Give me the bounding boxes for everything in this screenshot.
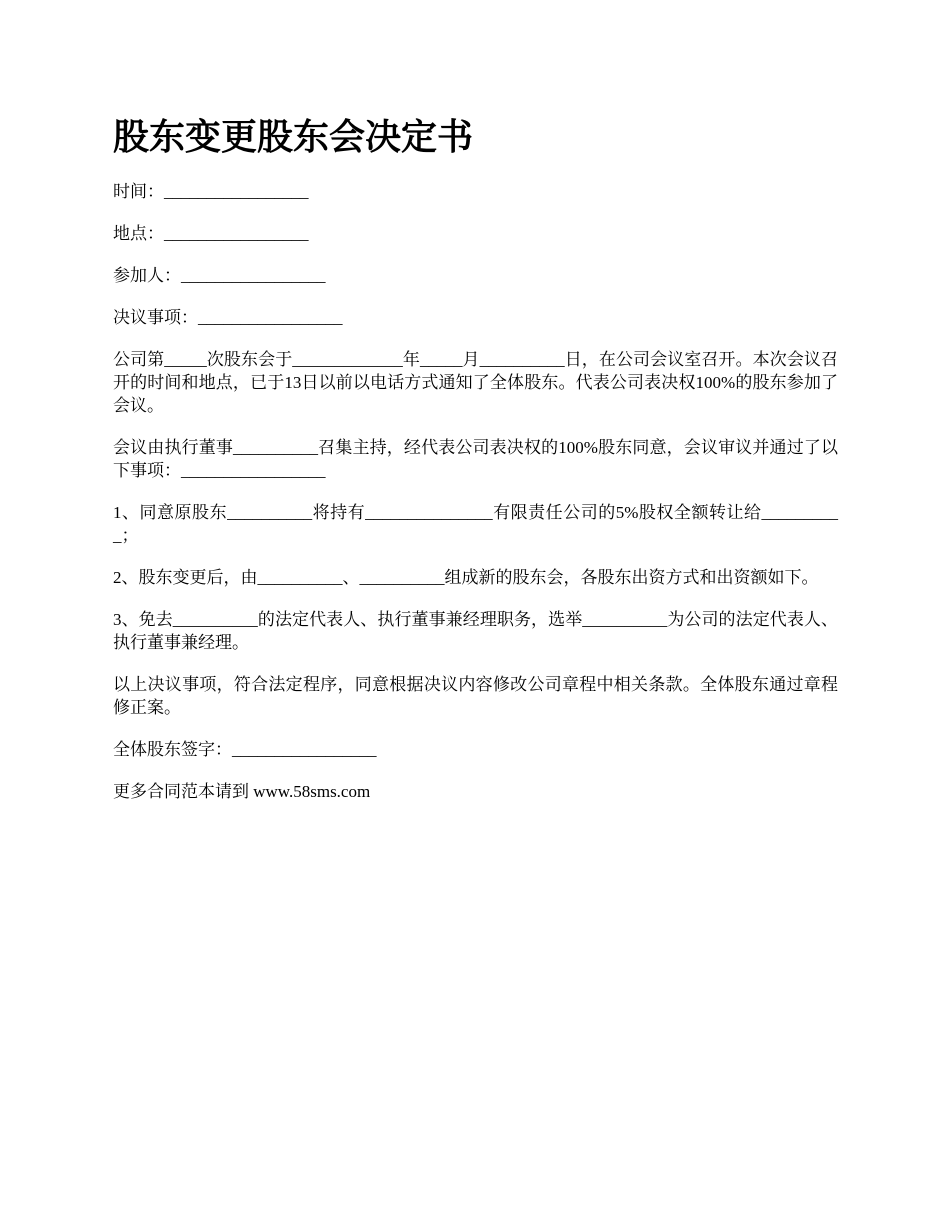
document-page [113,112,838,822]
footer-link-text: 更多合同范本请到 www.58sms.com [113,782,371,801]
closing-paragraph: 以上决议事项，符合法定程序，同意根据决议内容修改公司章程中相关条款。全体股东通过章程修正案。 [113,675,838,717]
resolution-item-3: 3、免去__________的法定代表人、执行董事兼经理职务，选举__________为公司的法定代表人、执行董事兼经理。 [113,610,838,652]
meeting-info-paragraph: 公司第_____次股东会于_____________年_____月__________日，在公司会议室召开。本次会议召开的时间和地点，已于13日以前以电话方式通知了全体股东。代表公司表决权100%的股东参加了会议。 [113,350,838,415]
resolution-item-2: 2、股东变更后，由__________、__________组成新的股东会，各股东出资方式和出资额如下。 [113,568,819,587]
resolution-matters-line: 决议事项：_________________ [113,308,343,327]
location-line: 地点：_________________ [113,224,309,243]
attendees-line: 参加人：_________________ [113,266,326,285]
signature-line: 全体股东签字：_________________ [113,740,377,759]
resolution-item-1: 1、同意原股东__________将持有_______________有限责任公司的5%股权全额转让给__________； [113,503,838,545]
time-line: 时间：_________________ [113,182,309,201]
meeting-chair-paragraph: 会议由执行董事__________召集主持，经代表公司表决权的100%股东同意，会议审议并通过了以下事项：_________________ [113,438,838,480]
document-title: 股东变更股东会决定书 [113,117,474,157]
